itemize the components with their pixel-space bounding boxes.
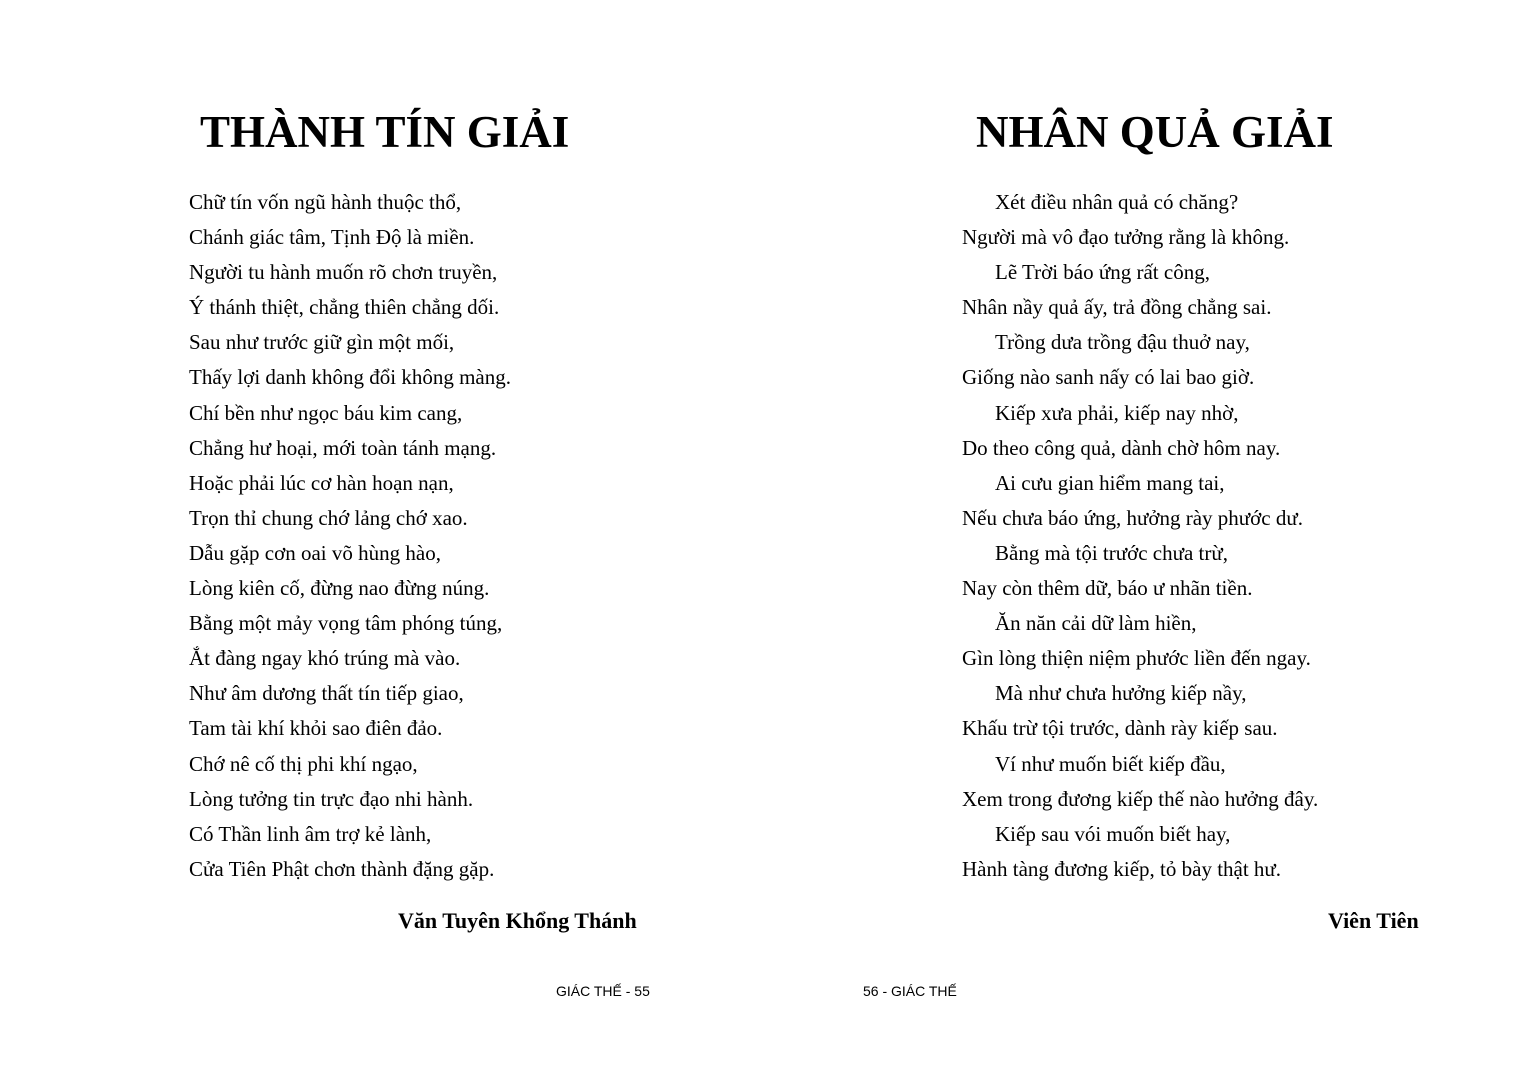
- verse-line: Mà như chưa hưởng kiếp nầy,: [995, 681, 1247, 706]
- verse-line: Ý thánh thiệt, chẳng thiên chẳng dối.: [189, 295, 500, 320]
- verse-line: Lẽ Trời báo ứng rất công,: [995, 260, 1210, 285]
- verse-line: Bằng một mảy vọng tâm phóng túng,: [189, 611, 503, 636]
- poem-title: NHÂN QUẢ GIẢI: [976, 107, 1334, 157]
- verse-line: Xem trong đương kiếp thế nào hưởng đây.: [962, 786, 1319, 811]
- poem-title: THÀNH TÍN GIẢI: [200, 107, 570, 157]
- verse-line: Do theo công quả, dành chờ hôm nay.: [962, 435, 1281, 460]
- verse-line: Bằng mà tội trước chưa trừ,: [995, 540, 1229, 565]
- verse-line: Ví như muốn biết kiếp đầu,: [995, 751, 1226, 776]
- verse-line: Lòng kiên cố, đừng nao đừng núng.: [189, 576, 490, 601]
- verse-line: Có Thần linh âm trợ kẻ lành,: [189, 821, 432, 846]
- verse-line: Tam tài khí khỏi sao điên đảo.: [189, 716, 443, 741]
- right-page: [760, 0, 1520, 1076]
- verse-line: Nay còn thêm dữ, báo ư nhãn tiền.: [962, 576, 1253, 601]
- verse-line: Sau như trước giữ gìn một mối,: [189, 330, 455, 355]
- poem-verses: [962, 185, 1318, 887]
- verse-line: Trồng dưa trồng đậu thuở nay,: [995, 330, 1250, 355]
- verse-line: Chánh giác tâm, Tịnh Độ là miền.: [189, 225, 475, 250]
- verse-line: Nếu chưa báo ứng, hưởng rày phước dư.: [962, 505, 1303, 530]
- verse-line: Dẫu gặp cơn oai võ hùng hào,: [189, 540, 441, 565]
- verse-line: Chữ tín vốn ngũ hành thuộc thổ,: [189, 190, 462, 214]
- page-folio: 56 - GIÁC THẾ: [863, 983, 957, 999]
- verse-line: Chẳng hư hoại, mới toàn tánh mạng.: [189, 435, 497, 460]
- verse-line: Người mà vô đạo tưởng rằng là không.: [962, 225, 1290, 250]
- verse-line: Hành tàng đương kiếp, tỏ bày thật hư.: [962, 856, 1282, 881]
- verse-line: Lòng tưởng tin trực đạo nhi hành.: [189, 786, 474, 811]
- verse-line: Khấu trừ tội trước, dành rày kiếp sau.: [962, 716, 1278, 741]
- verse-line: Kiếp sau vói muốn biết hay,: [995, 821, 1231, 846]
- verse-line: Cửa Tiên Phật chơn thành đặng gặp.: [189, 856, 495, 881]
- poem-verses: [189, 185, 511, 887]
- verse-line: Gìn lòng thiện niệm phước liền đến ngay.: [962, 646, 1311, 671]
- verse-line: Ai cưu gian hiểm mang tai,: [995, 470, 1225, 495]
- page-folio: GIÁC THẾ - 55: [556, 983, 650, 999]
- verse-line: Người tu hành muốn rõ chơn truyền,: [189, 260, 498, 285]
- verse-line: Giống nào sanh nấy có lai bao giờ.: [962, 365, 1255, 390]
- verse-line: Chí bền như ngọc báu kim cang,: [189, 400, 463, 425]
- verse-line: Xét điều nhân quả có chăng?: [995, 190, 1239, 214]
- poem-author: Văn Tuyên Khổng Thánh: [398, 908, 637, 933]
- verse-line: Kiếp xưa phải, kiếp nay nhờ,: [995, 400, 1239, 425]
- verse-line: Như âm dương thất tín tiếp giao,: [189, 681, 464, 706]
- verse-line: Thấy lợi danh không đổi không màng.: [189, 365, 511, 390]
- verse-line: Hoặc phải lúc cơ hàn hoạn nạn,: [189, 470, 454, 495]
- verse-line: Ắt đàng ngay khó trúng mà vào.: [189, 646, 461, 671]
- verse-line: Trọn thỉ chung chớ lảng chớ xao.: [189, 505, 468, 530]
- verse-line: Ăn năn cải dữ làm hiền,: [995, 611, 1197, 636]
- verse-line: Nhân nầy quả ấy, trả đồng chẳng sai.: [962, 295, 1272, 320]
- poem-author: Viên Tiên: [1328, 908, 1419, 933]
- verse-line: Chớ nê cố thị phi khí ngạo,: [189, 751, 418, 776]
